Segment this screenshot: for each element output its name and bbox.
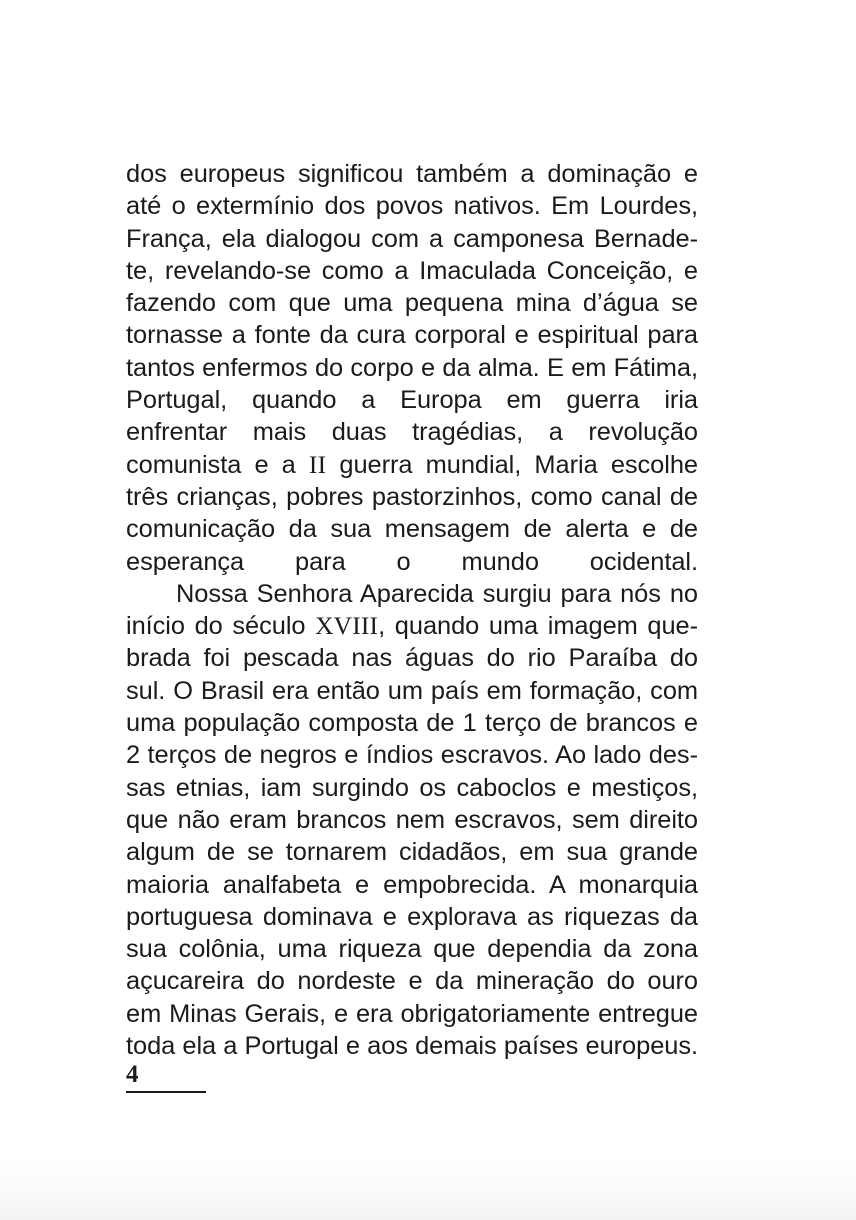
roman-numeral: II xyxy=(308,450,327,479)
page-number: 4 xyxy=(126,1061,139,1088)
folio xyxy=(126,1062,246,1093)
body-paragraph-aparecida: Nossa Senhora Aparecida surgiu para nós no início do século XVIII, quando uma imagem que-brada foi pescada nas águas do rio Paraíba do sul. O Brasil era então um país em formação, com uma população composta de 1 terço de brancos e 2 terços de negros e índios escravos. Ao lado des-sas etnias, iam surgindo os caboclos e mestiços, que não eram brancos nem escravos, sem direito algum de se tornarem cidadãos, em sua grande maioria analfabeta e empobrecida. A monarquia portuguesa dominava e explorava as riquezas da sua colônia, uma riqueza que dependia da zona açucareira do nordeste e da mineração do ouro em Minas Gerais, e era obrigatoriamente entregue toda ela a Portugal e aos demais países europeus. xyxy=(126,579,699,1061)
folio-rule xyxy=(126,1091,206,1093)
page-bottom-edge xyxy=(0,1156,856,1220)
body-text-column xyxy=(126,158,698,1062)
roman-numeral: XVIII xyxy=(315,612,379,641)
body-paragraph-continued: dos europeus significou também a dominação e até o extermínio dos povos nativos. Em Lourdes, França, ela dialogou com a camponesa Bernade-te, revelando-se como a Imaculada Conceição, e fazendo com que uma pequena mina d’água se tornasse a fonte da cura corporal e espiritual para tantos enfermos do corpo e da alma. E em Fátima, Portugal, quando a Europa em guerra iria enfrentar mais duas tragédias, a revolução comunista e a II guerra mundial, Maria escolhe três crianças, pobres pastorzinhos, como canal de comunicação da sua mensagem de alerta e de esperança para o mundo ocidental. xyxy=(126,160,698,576)
